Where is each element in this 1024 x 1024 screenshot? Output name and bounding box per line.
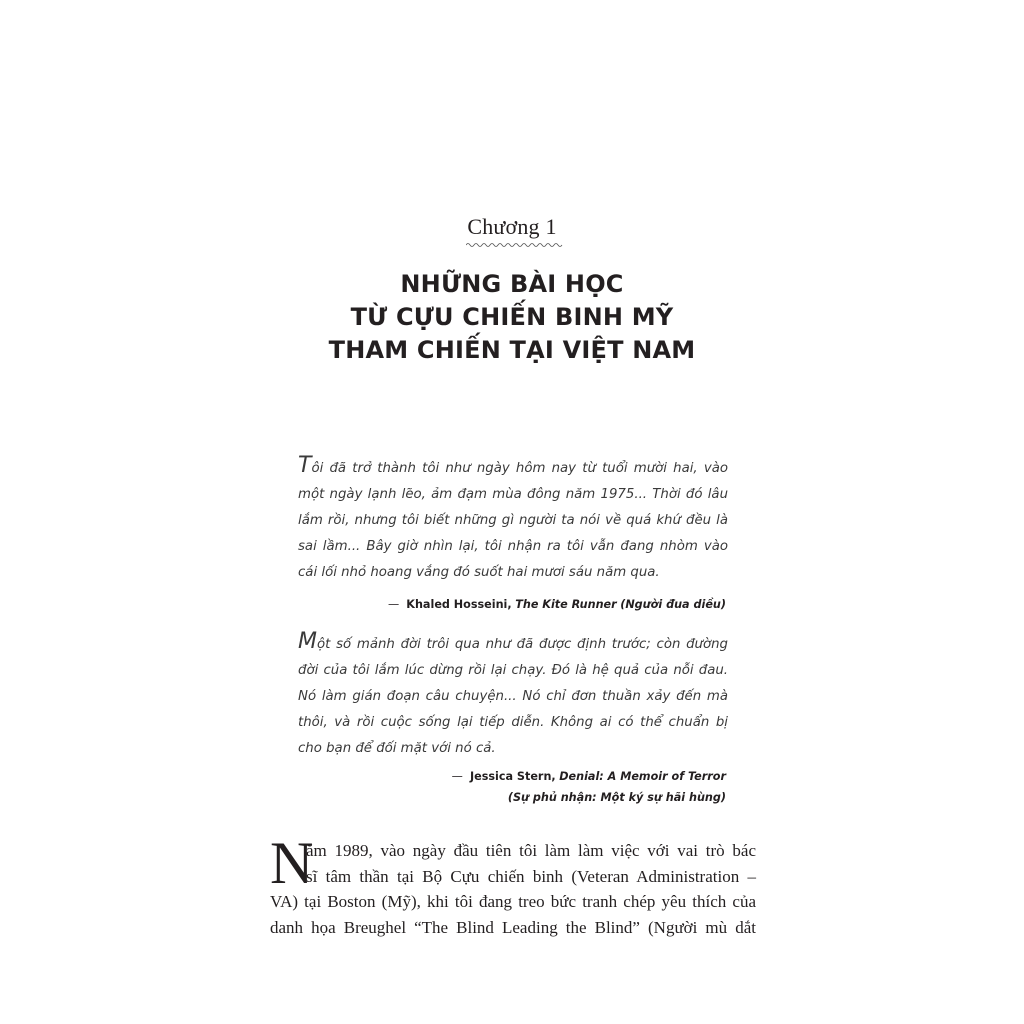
body-line: danh họa Breughel “The Blind Leading the Blind” (Người mù dắt bbox=[270, 917, 756, 937]
attribution-author: Jessica Stern, bbox=[469, 770, 556, 783]
epigraph-line: Nó làm gián đoạn câu chuyện... Nó chỉ đơn thuần xảy đến mà bbox=[298, 689, 728, 704]
attribution-author: Khaled Hosseini, bbox=[406, 598, 512, 611]
attribution-translation: (Sự phủ nhận: Một ký sự hãi hùng) bbox=[507, 791, 726, 804]
chapter-title-line: TỪ CỰU CHIẾN BINH MỸ bbox=[350, 303, 674, 331]
body-line: ăm 1989, vào ngày đầu tiên tôi làm làm việc với vai trò bác bbox=[306, 841, 756, 860]
chapter-title bbox=[0, 268, 1024, 367]
attribution-work: Denial: A Memoir of Terror bbox=[559, 770, 726, 783]
epigraph-line: thôi, và rồi cuộc sống lại tiếp diễn. Không ai có thể chuẩn bị bbox=[298, 715, 728, 730]
epigraph-line: đời của tôi lắm lúc dừng rồi lại chạy. Đó là hệ quả của nỗi đau. bbox=[298, 663, 728, 678]
chapter-title-line: NHỮNG BÀI HỌC bbox=[400, 270, 624, 298]
chapter-title-line: THAM CHIẾN TẠI VIỆT NAM bbox=[328, 336, 696, 364]
body-line: sĩ tâm thần tại Bộ Cựu chiến binh (Veteran Administration – bbox=[306, 866, 756, 886]
epigraph-line: lắm rồi, nhưng tôi biết những gì người ta nói về quá khứ đều là bbox=[298, 513, 728, 528]
epigraph-initial: T bbox=[298, 453, 312, 478]
body-paragraph bbox=[270, 838, 756, 940]
epigraph-line: cho bạn để đối mặt với nó cả. bbox=[298, 741, 496, 756]
chapter-label: Chương 1 bbox=[467, 214, 557, 239]
epigraph-attribution bbox=[388, 594, 726, 615]
epigraph-line: cái lối nhỏ hoang vắng đó suốt hai mươi sáu năm qua. bbox=[298, 565, 660, 580]
epigraph-line: ột số mảnh đời trôi qua như đã được định trước; còn đường bbox=[316, 637, 728, 652]
attribution-translation: (Người đua diều) bbox=[620, 598, 726, 611]
attribution-dash: — bbox=[451, 770, 463, 783]
body-line: VA) tại Boston (Mỹ), khi tôi đang treo bức tranh chép yêu thích của bbox=[270, 892, 756, 911]
epigraph-line: ôi đã trở thành tôi như ngày hôm nay từ tuổi mười hai, vào bbox=[311, 461, 728, 476]
attribution-work: The Kite Runner bbox=[515, 598, 617, 611]
epigraph-line: một ngày lạnh lẽo, ảm đạm mùa đông năm 1975... Thời đó lâu bbox=[298, 487, 728, 502]
drop-cap: N bbox=[270, 830, 314, 896]
attribution-dash: — bbox=[387, 598, 400, 611]
epigraph-stern bbox=[298, 629, 728, 762]
epigraph-hosseini bbox=[298, 453, 728, 586]
wavy-underline-ornament bbox=[466, 242, 564, 248]
epigraph-initial: M bbox=[298, 629, 317, 654]
epigraph-line: sai lầm... Bây giờ nhìn lại, tôi nhận ra tôi vẫn đang nhòm vào bbox=[298, 539, 728, 554]
epigraph-attribution bbox=[452, 766, 726, 808]
